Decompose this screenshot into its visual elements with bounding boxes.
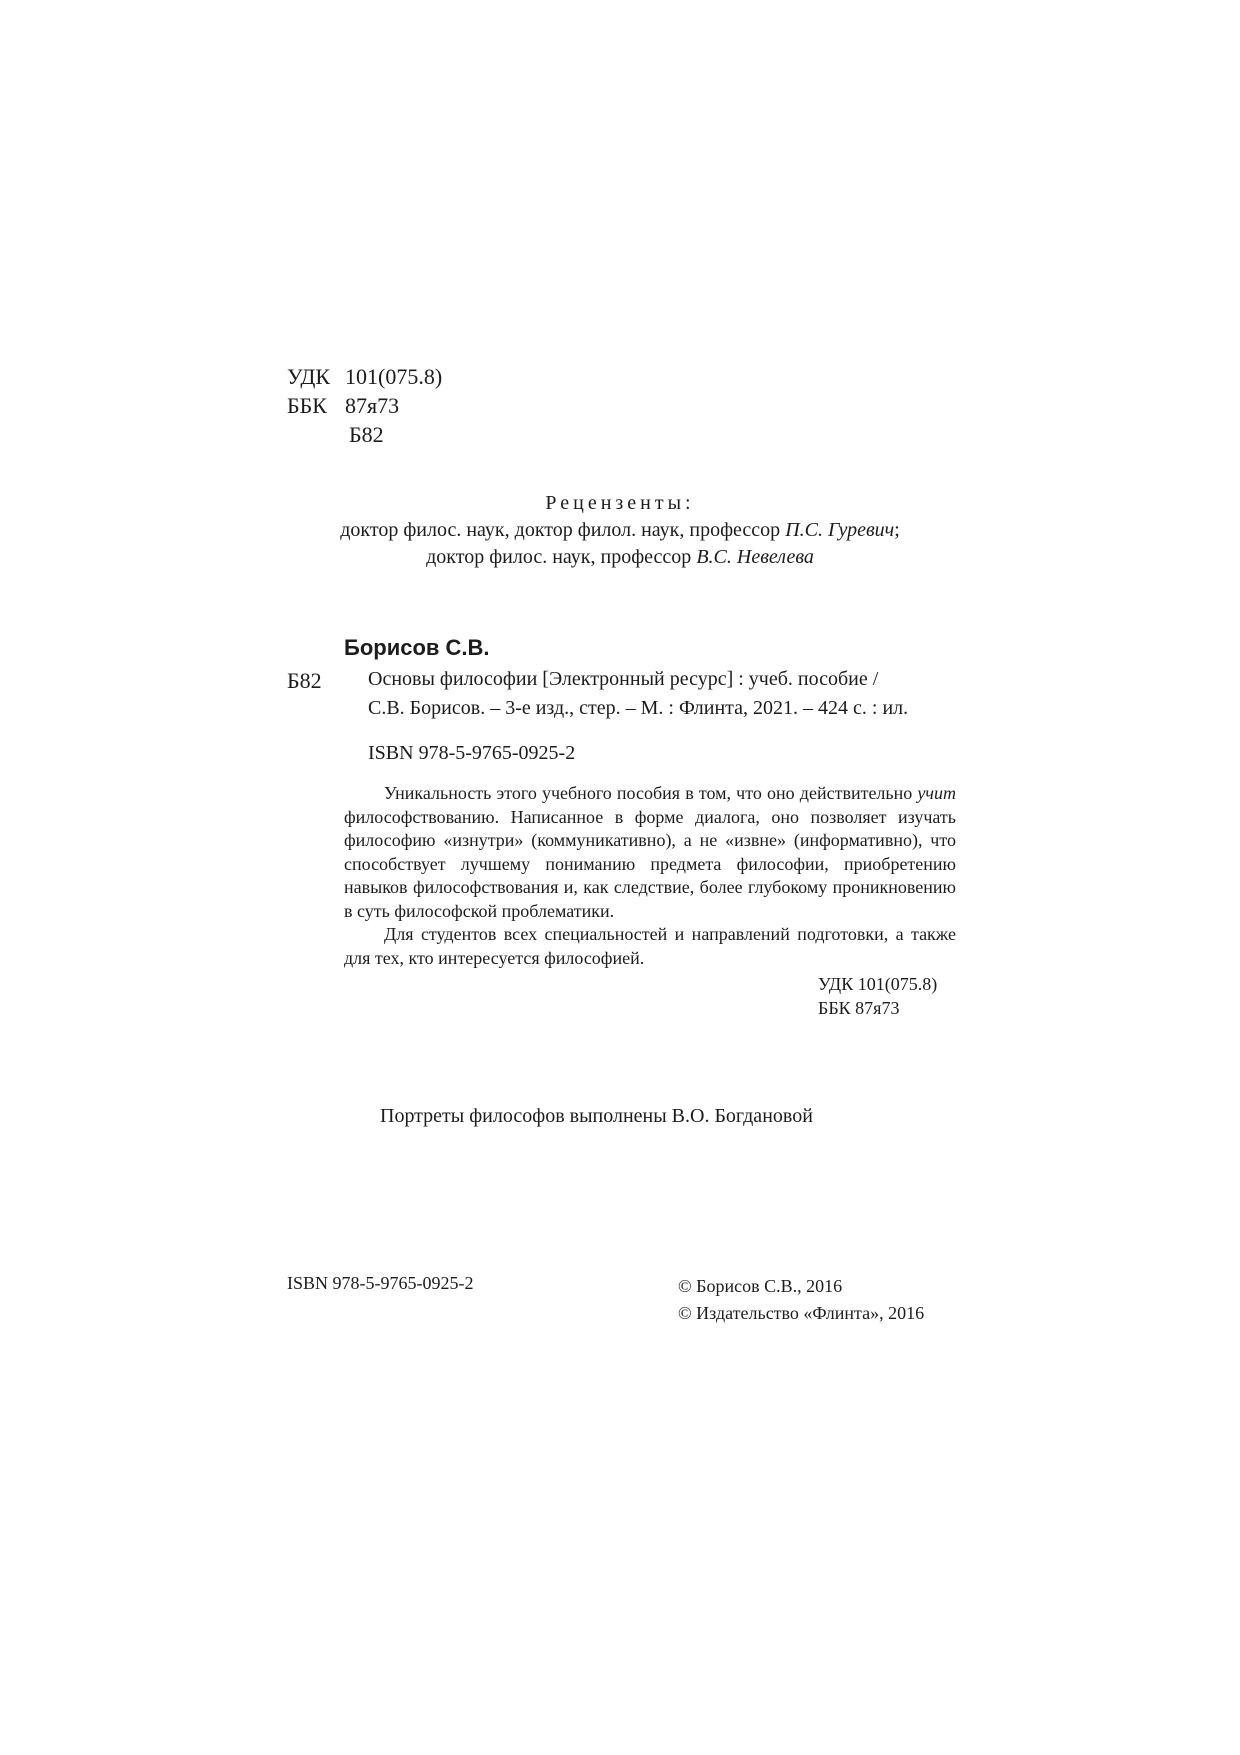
copyright-block — [678, 1273, 924, 1327]
annotation-p1-start: Уникальность этого учебного пособия в том, что оно действительно — [384, 783, 918, 803]
reviewer-line-2 — [0, 544, 1240, 571]
reviewer-2-titles: доктор филос. наук, профессор — [426, 546, 697, 568]
reviewer-1-titles: доктор филос. наук, доктор филол. наук, профессор — [340, 519, 786, 541]
bbk-label: ББК — [287, 393, 327, 418]
bbk-bottom: ББК 87я73 — [818, 998, 900, 1018]
reviewer-1-name: П.С. Гуревич — [785, 519, 895, 541]
classification-bottom — [818, 972, 937, 1020]
bbk-code: 87я73 — [345, 393, 400, 418]
udk-label: УДК — [287, 364, 331, 389]
reviewers-heading: Рецензенты: — [545, 492, 695, 514]
author-mark-top: Б82 — [349, 422, 384, 447]
annotation-paragraph-1 — [344, 782, 956, 923]
portraits-note: Портреты философов выполнены В.О. Богдановой — [380, 1105, 813, 1127]
footer-isbn: ISBN 978-5-9765-0925-2 — [287, 1273, 474, 1293]
annotation — [344, 782, 956, 970]
record-title-line: Основы философии [Электронный ресурс] : учеб. пособие / — [368, 668, 879, 690]
reviewers-block — [0, 490, 1240, 571]
reviewer-line-1 — [0, 517, 1240, 544]
reviewer-1-suffix: ; — [894, 519, 900, 541]
record-author: Борисов С.В. — [344, 635, 490, 660]
record-imprint-line: С.В. Борисов. – 3-е изд., стер. – М. : Флинта, 2021. – 424 с. : ил. — [368, 697, 909, 719]
record-author-mark: Б82 — [287, 668, 322, 693]
annotation-paragraph-2: Для студентов всех специальностей и направлений подготовки, а также для тех, кто интересуется философией. — [344, 924, 956, 968]
reviewer-2-name: В.С. Невелева — [696, 546, 814, 568]
record-isbn: ISBN 978-5-9765-0925-2 — [368, 742, 576, 764]
classification-block — [287, 362, 442, 449]
udk-bottom: УДК 101(075.8) — [818, 974, 938, 994]
annotation-p1-emphasis: учит — [917, 783, 956, 803]
copyright-publisher: © Издательство «Флинта», 2016 — [678, 1303, 925, 1323]
annotation-p1-rest: философствованию. Написанное в форме диалога, оно позволяет изучать философию «изнутри» (коммуникативно), а не «извне» (информативно), что способствует лучшему пониманию предмета философии, приобретению навыков философствования и, как следствие, более глубокому проникновению в суть философской проблематики. — [344, 806, 956, 921]
copyright-author: © Борисов С.В., 2016 — [678, 1276, 843, 1296]
udk-code: 101(075.8) — [345, 364, 443, 389]
